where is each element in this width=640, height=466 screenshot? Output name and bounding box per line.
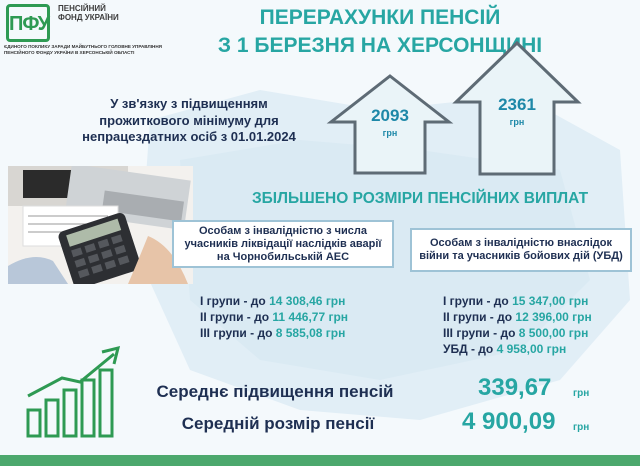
avg-increase-unit: грн — [573, 388, 590, 399]
avg-pension-unit: грн — [573, 422, 590, 433]
intro-text: У зв'язку з підвищенням прожиткового мінімуму для непрацездатних осіб з 01.01.2024 — [82, 96, 296, 144]
list-item-label: ІІІ групи - до — [443, 326, 519, 340]
arrow-value-2: 2361 — [498, 95, 536, 114]
list-item-label: ІІІ групи - до — [200, 326, 276, 340]
avg-increase-value: 339,67 — [478, 374, 552, 401]
page-title-line2: З 1 БЕРЕЗНЯ НА ХЕРСОНЩИНІ — [217, 34, 543, 57]
list-item — [200, 293, 400, 309]
list-item-amount: 14 308,46 грн — [269, 294, 346, 308]
war-veterans-list — [443, 293, 633, 357]
list-item — [443, 341, 633, 357]
list-item — [443, 293, 633, 309]
list-item — [200, 325, 400, 341]
page-title-line1: ПЕРЕРАХУНКИ ПЕНСІЙ — [259, 6, 501, 29]
arrow-value-1: 2093 — [371, 106, 409, 125]
list-item-label: УБД - до — [443, 342, 497, 356]
chernobyl-card — [172, 220, 394, 268]
section-subtitle: ЗБІЛЬШЕНО РОЗМІРИ ПЕНСІЙНИХ ВИПЛАТ — [251, 190, 589, 207]
list-item-amount: 8 500,00 грн — [518, 326, 589, 340]
list-item-label: ІІ групи - до — [443, 310, 516, 324]
list-item — [443, 325, 633, 341]
chernobyl-card-title: Особам з інвалідністю з числа учасників ліквідації наслідків аварії на Чорнобильській АЕС — [184, 224, 382, 263]
war-veterans-card-title: Особам з інвалідністю внаслідок війни та учасників бойових дій (УБД) — [419, 237, 623, 262]
arrow-unit-1: грн — [382, 128, 398, 138]
list-item-amount: 11 446,77 грн — [272, 310, 349, 324]
logo-subtitle: ЄДИНОГО ПОКЛИКУ ЗАРАДИ МАЙБУТНЬОГО ГОЛОВНЕ УПРАВЛІННЯ ПЕНСІЙНОГО ФОНДУ УКРАЇНИ В ХЕРСОНСЬКІЙ ОБЛАСТІ — [4, 44, 162, 55]
war-veterans-card — [410, 228, 632, 272]
list-item — [443, 309, 633, 325]
avg-pension-label: Середній розмір пенсії — [181, 414, 375, 433]
logo-name: ПЕНСІЙНИЙ ФОНД УКРАЇНИ — [58, 4, 119, 22]
list-item-label: І групи - до — [200, 294, 270, 308]
list-item-amount: 4 958,00 грн — [496, 342, 567, 356]
list-item-amount: 8 585,08 грн — [275, 326, 346, 340]
list-item — [200, 309, 400, 325]
list-item-label: І групи - до — [443, 294, 513, 308]
list-item-amount: 12 396,00 грн — [515, 310, 592, 324]
chernobyl-list — [200, 293, 400, 341]
avg-pension-value: 4 900,09 — [462, 408, 556, 435]
arrow-unit-2: грн — [509, 117, 525, 127]
list-item-amount: 15 347,00 грн — [512, 294, 589, 308]
avg-increase-label: Середнє підвищення пенсій — [156, 382, 394, 401]
growth-chart-icon — [22, 344, 132, 440]
list-item-label: ІІ групи - до — [200, 310, 273, 324]
pfu-logo: ПФУ — [6, 4, 50, 42]
calculator-photo — [8, 166, 193, 284]
